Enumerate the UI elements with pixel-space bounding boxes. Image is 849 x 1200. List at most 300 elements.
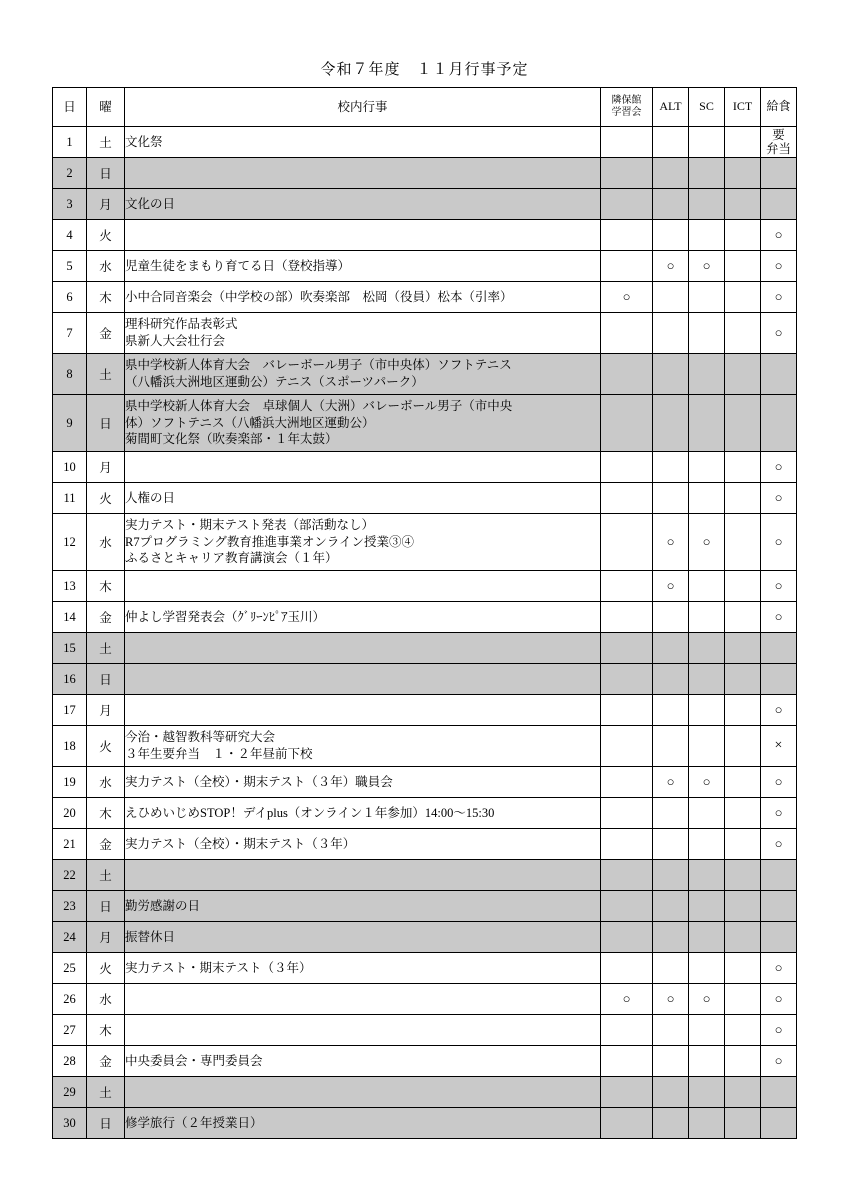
cell-ict bbox=[725, 189, 761, 220]
table-row bbox=[53, 158, 797, 189]
table-row bbox=[53, 891, 797, 922]
table-row bbox=[53, 829, 797, 860]
event-line: 菊間町文化祭（吹奏楽部・１年太鼓） bbox=[125, 432, 338, 447]
cell-dayofweek: 金 bbox=[87, 1046, 125, 1077]
cell-kyushoku bbox=[761, 452, 797, 483]
cell-kyushoku bbox=[761, 127, 797, 158]
cell-kyushoku bbox=[761, 483, 797, 514]
circle-mark-icon: ○ bbox=[774, 609, 783, 624]
circle-mark-icon: ○ bbox=[774, 325, 783, 340]
event-line: 仲よし学習発表会（ｸﾞﾘｰﾝﾋﾟｱ玉川） bbox=[125, 609, 326, 624]
cell-alt bbox=[653, 1046, 689, 1077]
cell-ict bbox=[725, 483, 761, 514]
cell-rinpokan bbox=[601, 726, 653, 767]
cell-dayofweek: 火 bbox=[87, 483, 125, 514]
cell-alt bbox=[653, 922, 689, 953]
cell-ict bbox=[725, 726, 761, 767]
circle-mark-icon: ○ bbox=[666, 991, 675, 1006]
cell-dayofweek: 日 bbox=[87, 664, 125, 695]
cell-ict bbox=[725, 220, 761, 251]
table-row bbox=[53, 922, 797, 953]
cell-rinpokan bbox=[601, 1046, 653, 1077]
cell-kyushoku bbox=[761, 282, 797, 313]
cell-ict bbox=[725, 158, 761, 189]
table-row bbox=[53, 127, 797, 158]
column-header-sc: SC bbox=[689, 88, 725, 127]
cell-day: 18 bbox=[53, 726, 87, 767]
table-row bbox=[53, 726, 797, 767]
circle-mark-icon: ○ bbox=[666, 774, 675, 789]
cell-alt bbox=[653, 313, 689, 354]
cell-rinpokan bbox=[601, 483, 653, 514]
cell-ict bbox=[725, 1046, 761, 1077]
cell-dayofweek: 金 bbox=[87, 313, 125, 354]
cell-day: 2 bbox=[53, 158, 87, 189]
cell-sc bbox=[689, 953, 725, 984]
circle-mark-icon: ○ bbox=[774, 1053, 783, 1068]
cell-event bbox=[125, 1046, 601, 1077]
cell-alt bbox=[653, 767, 689, 798]
event-line: 実力テスト・期末テスト（３年） bbox=[125, 960, 312, 975]
cell-day: 27 bbox=[53, 1015, 87, 1046]
table-row bbox=[53, 633, 797, 664]
cell-rinpokan bbox=[601, 664, 653, 695]
cell-ict bbox=[725, 1077, 761, 1108]
circle-mark-icon: ○ bbox=[702, 991, 711, 1006]
cell-dayofweek: 土 bbox=[87, 1077, 125, 1108]
cell-rinpokan bbox=[601, 922, 653, 953]
cell-rinpokan bbox=[601, 452, 653, 483]
event-line: 児童生徒をまもり育てる日（登校指導） bbox=[125, 258, 351, 273]
cell-day: 14 bbox=[53, 602, 87, 633]
cell-dayofweek: 土 bbox=[87, 127, 125, 158]
cell-day: 6 bbox=[53, 282, 87, 313]
table-row bbox=[53, 695, 797, 726]
cell-day: 10 bbox=[53, 452, 87, 483]
cell-rinpokan bbox=[601, 953, 653, 984]
cell-rinpokan bbox=[601, 158, 653, 189]
cell-ict bbox=[725, 829, 761, 860]
cell-ict bbox=[725, 891, 761, 922]
cell-event bbox=[125, 726, 601, 767]
table-row bbox=[53, 1015, 797, 1046]
cell-ict bbox=[725, 514, 761, 571]
cell-day: 20 bbox=[53, 798, 87, 829]
header-row bbox=[53, 88, 797, 127]
event-line: 今治・越智教科等研究大会 bbox=[125, 730, 276, 745]
cell-dayofweek: 木 bbox=[87, 1015, 125, 1046]
cell-kyushoku bbox=[761, 1077, 797, 1108]
cell-rinpokan bbox=[601, 633, 653, 664]
circle-mark-icon: ○ bbox=[774, 1022, 783, 1037]
circle-mark-icon: ○ bbox=[666, 258, 675, 273]
cell-kyushoku bbox=[761, 860, 797, 891]
cell-alt bbox=[653, 726, 689, 767]
cell-dayofweek: 火 bbox=[87, 220, 125, 251]
table-row bbox=[53, 1077, 797, 1108]
cell-day: 25 bbox=[53, 953, 87, 984]
cell-ict bbox=[725, 127, 761, 158]
cell-dayofweek: 月 bbox=[87, 452, 125, 483]
cell-day: 26 bbox=[53, 984, 87, 1015]
cell-rinpokan bbox=[601, 695, 653, 726]
cell-event bbox=[125, 695, 601, 726]
table-row bbox=[53, 1046, 797, 1077]
cell-rinpokan bbox=[601, 354, 653, 395]
cell-rinpokan bbox=[601, 395, 653, 452]
column-header-alt: ALT bbox=[653, 88, 689, 127]
cell-event bbox=[125, 664, 601, 695]
table-row bbox=[53, 953, 797, 984]
column-header-dayofweek: 曜 bbox=[87, 88, 125, 127]
cell-sc bbox=[689, 251, 725, 282]
cell-rinpokan bbox=[601, 189, 653, 220]
cell-day: 29 bbox=[53, 1077, 87, 1108]
cell-alt bbox=[653, 127, 689, 158]
cell-rinpokan bbox=[601, 282, 653, 313]
circle-mark-icon: ○ bbox=[774, 534, 783, 549]
circle-mark-icon: ○ bbox=[622, 991, 631, 1006]
event-line: 小中合同音楽会（中学校の部）吹奏楽部 松岡（役員）松本（引率） bbox=[125, 289, 513, 304]
table-row bbox=[53, 767, 797, 798]
cell-alt bbox=[653, 483, 689, 514]
cell-rinpokan bbox=[601, 514, 653, 571]
circle-mark-icon: ○ bbox=[774, 227, 783, 242]
cell-kyushoku bbox=[761, 220, 797, 251]
cell-sc bbox=[689, 829, 725, 860]
column-header-event: 校内行事 bbox=[125, 88, 601, 127]
cell-day: 13 bbox=[53, 571, 87, 602]
event-line: R7プログラミング教育推進事業オンライン授業③④ bbox=[125, 534, 414, 549]
cell-event bbox=[125, 767, 601, 798]
column-header-ict: ICT bbox=[725, 88, 761, 127]
cell-kyushoku bbox=[761, 571, 797, 602]
cell-ict bbox=[725, 452, 761, 483]
cell-event bbox=[125, 922, 601, 953]
cell-ict bbox=[725, 251, 761, 282]
cell-rinpokan bbox=[601, 1015, 653, 1046]
event-line: 実力テスト（全校）・期末テスト（３年）職員会 bbox=[125, 774, 393, 789]
cell-ict bbox=[725, 767, 761, 798]
cell-dayofweek: 火 bbox=[87, 726, 125, 767]
cell-alt bbox=[653, 1015, 689, 1046]
cell-rinpokan bbox=[601, 891, 653, 922]
circle-mark-icon: ○ bbox=[774, 991, 783, 1006]
table-row bbox=[53, 514, 797, 571]
table-row bbox=[53, 860, 797, 891]
cell-alt bbox=[653, 571, 689, 602]
column-header-kyushoku: 給食 bbox=[761, 88, 797, 127]
event-line: 文化祭 bbox=[125, 134, 163, 149]
cell-sc bbox=[689, 1015, 725, 1046]
table-row bbox=[53, 189, 797, 220]
cell-event bbox=[125, 354, 601, 395]
cell-ict bbox=[725, 860, 761, 891]
cell-alt bbox=[653, 664, 689, 695]
cell-kyushoku bbox=[761, 602, 797, 633]
cell-event bbox=[125, 798, 601, 829]
bento-note-line1: 要 bbox=[772, 127, 785, 142]
cell-ict bbox=[725, 602, 761, 633]
cell-alt bbox=[653, 220, 689, 251]
circle-mark-icon: ○ bbox=[774, 490, 783, 505]
cell-sc bbox=[689, 664, 725, 695]
table-row bbox=[53, 1108, 797, 1139]
event-line: 文化の日 bbox=[125, 196, 176, 211]
cell-kyushoku bbox=[761, 664, 797, 695]
cell-kyushoku bbox=[761, 189, 797, 220]
cell-day: 3 bbox=[53, 189, 87, 220]
cell-sc bbox=[689, 313, 725, 354]
circle-mark-icon: ○ bbox=[702, 258, 711, 273]
cell-kyushoku bbox=[761, 695, 797, 726]
cell-alt bbox=[653, 354, 689, 395]
event-line: ふるさとキャリア教育講演会（１年） bbox=[125, 551, 338, 566]
cell-rinpokan bbox=[601, 220, 653, 251]
cell-sc bbox=[689, 726, 725, 767]
circle-mark-icon: ○ bbox=[774, 836, 783, 851]
table-row bbox=[53, 354, 797, 395]
cell-sc bbox=[689, 767, 725, 798]
cell-dayofweek: 土 bbox=[87, 354, 125, 395]
cell-day: 24 bbox=[53, 922, 87, 953]
cell-dayofweek: 水 bbox=[87, 514, 125, 571]
cell-kyushoku bbox=[761, 984, 797, 1015]
table-row bbox=[53, 395, 797, 452]
cell-ict bbox=[725, 984, 761, 1015]
table-row bbox=[53, 313, 797, 354]
cell-day: 30 bbox=[53, 1108, 87, 1139]
cell-event bbox=[125, 395, 601, 452]
cell-event bbox=[125, 220, 601, 251]
cell-day: 15 bbox=[53, 633, 87, 664]
cell-rinpokan bbox=[601, 860, 653, 891]
cell-kyushoku bbox=[761, 922, 797, 953]
cell-day: 23 bbox=[53, 891, 87, 922]
cell-ict bbox=[725, 922, 761, 953]
cell-event bbox=[125, 633, 601, 664]
cell-kyushoku bbox=[761, 953, 797, 984]
bento-note-line2: 弁当 bbox=[765, 142, 791, 156]
cell-dayofweek: 水 bbox=[87, 984, 125, 1015]
cell-dayofweek: 日 bbox=[87, 891, 125, 922]
cell-ict bbox=[725, 571, 761, 602]
event-line: えひめいじめSTOP！デイplus（オンライン１年参加）14:00〜15:30 bbox=[125, 805, 495, 820]
cell-alt bbox=[653, 395, 689, 452]
cell-alt bbox=[653, 798, 689, 829]
cell-sc bbox=[689, 922, 725, 953]
cell-event bbox=[125, 891, 601, 922]
cell-event bbox=[125, 602, 601, 633]
event-line: 県中学校新人体育大会 バレーボール男子（市中央体）ソフトテニス bbox=[125, 358, 512, 373]
cell-event bbox=[125, 984, 601, 1015]
cell-dayofweek: 金 bbox=[87, 602, 125, 633]
cell-event bbox=[125, 514, 601, 571]
cell-sc bbox=[689, 860, 725, 891]
cell-alt bbox=[653, 514, 689, 571]
cell-alt bbox=[653, 891, 689, 922]
cell-alt bbox=[653, 158, 689, 189]
rinpokan-line2: 学習会 bbox=[611, 107, 642, 118]
cell-sc bbox=[689, 514, 725, 571]
cell-event bbox=[125, 953, 601, 984]
cell-rinpokan bbox=[601, 798, 653, 829]
cell-alt bbox=[653, 1108, 689, 1139]
cell-alt bbox=[653, 282, 689, 313]
cell-event bbox=[125, 1015, 601, 1046]
event-line: 中央委員会・専門委員会 bbox=[125, 1053, 263, 1068]
cell-dayofweek: 月 bbox=[87, 189, 125, 220]
cell-sc bbox=[689, 158, 725, 189]
cell-sc bbox=[689, 984, 725, 1015]
cell-alt bbox=[653, 829, 689, 860]
cell-kyushoku bbox=[761, 158, 797, 189]
cell-day: 7 bbox=[53, 313, 87, 354]
cell-rinpokan bbox=[601, 251, 653, 282]
cell-event bbox=[125, 483, 601, 514]
table-row bbox=[53, 282, 797, 313]
circle-mark-icon: ○ bbox=[774, 702, 783, 717]
cell-rinpokan bbox=[601, 602, 653, 633]
cell-sc bbox=[689, 633, 725, 664]
cell-event bbox=[125, 189, 601, 220]
cell-kyushoku bbox=[761, 767, 797, 798]
cell-sc bbox=[689, 1108, 725, 1139]
cell-day: 11 bbox=[53, 483, 87, 514]
cell-ict bbox=[725, 633, 761, 664]
cell-day: 9 bbox=[53, 395, 87, 452]
cell-event bbox=[125, 1077, 601, 1108]
cell-dayofweek: 水 bbox=[87, 251, 125, 282]
cell-ict bbox=[725, 354, 761, 395]
cell-sc bbox=[689, 602, 725, 633]
cell-sc bbox=[689, 452, 725, 483]
cell-day: 16 bbox=[53, 664, 87, 695]
cell-rinpokan bbox=[601, 829, 653, 860]
cell-event bbox=[125, 829, 601, 860]
table-row bbox=[53, 251, 797, 282]
cell-alt bbox=[653, 452, 689, 483]
cell-kyushoku bbox=[761, 395, 797, 452]
cell-day: 5 bbox=[53, 251, 87, 282]
cell-sc bbox=[689, 282, 725, 313]
cell-day: 8 bbox=[53, 354, 87, 395]
table-row bbox=[53, 984, 797, 1015]
event-line: 実力テスト（全校）・期末テスト（３年） bbox=[125, 836, 356, 851]
cell-dayofweek: 木 bbox=[87, 282, 125, 313]
cell-day: 1 bbox=[53, 127, 87, 158]
cell-sc bbox=[689, 571, 725, 602]
cell-event bbox=[125, 251, 601, 282]
cell-day: 22 bbox=[53, 860, 87, 891]
cell-dayofweek: 木 bbox=[87, 571, 125, 602]
cell-rinpokan bbox=[601, 1077, 653, 1108]
cell-kyushoku bbox=[761, 891, 797, 922]
cell-day: 19 bbox=[53, 767, 87, 798]
cell-ict bbox=[725, 395, 761, 452]
cross-mark-icon: × bbox=[774, 738, 783, 753]
column-header-day: 日 bbox=[53, 88, 87, 127]
table-row bbox=[53, 220, 797, 251]
cell-sc bbox=[689, 891, 725, 922]
cell-rinpokan bbox=[601, 127, 653, 158]
cell-ict bbox=[725, 664, 761, 695]
cell-alt bbox=[653, 1077, 689, 1108]
column-header-rinpokan bbox=[601, 88, 653, 127]
cell-day: 28 bbox=[53, 1046, 87, 1077]
event-line: 体）ソフトテニス（八幡浜大洲地区運動公） bbox=[125, 415, 375, 430]
cell-kyushoku bbox=[761, 798, 797, 829]
cell-event bbox=[125, 127, 601, 158]
circle-mark-icon: ○ bbox=[774, 289, 783, 304]
cell-kyushoku bbox=[761, 726, 797, 767]
event-line: 実力テスト・期末テスト発表（部活動なし） bbox=[125, 517, 375, 532]
circle-mark-icon: ○ bbox=[702, 774, 711, 789]
event-line: 県新人大会壮行会 bbox=[125, 334, 226, 348]
cell-alt bbox=[653, 633, 689, 664]
cell-sc bbox=[689, 1077, 725, 1108]
cell-event bbox=[125, 860, 601, 891]
circle-mark-icon: ○ bbox=[774, 960, 783, 975]
circle-mark-icon: ○ bbox=[774, 805, 783, 820]
table-row bbox=[53, 452, 797, 483]
cell-day: 21 bbox=[53, 829, 87, 860]
cell-alt bbox=[653, 189, 689, 220]
circle-mark-icon: ○ bbox=[666, 534, 675, 549]
cell-dayofweek: 木 bbox=[87, 798, 125, 829]
cell-ict bbox=[725, 798, 761, 829]
cell-sc bbox=[689, 483, 725, 514]
cell-rinpokan bbox=[601, 571, 653, 602]
table-row bbox=[53, 571, 797, 602]
cell-sc bbox=[689, 798, 725, 829]
circle-mark-icon: ○ bbox=[702, 534, 711, 549]
cell-dayofweek: 火 bbox=[87, 953, 125, 984]
table-row bbox=[53, 602, 797, 633]
cell-ict bbox=[725, 1015, 761, 1046]
cell-sc bbox=[689, 695, 725, 726]
cell-dayofweek: 土 bbox=[87, 860, 125, 891]
circle-mark-icon: ○ bbox=[774, 774, 783, 789]
cell-rinpokan bbox=[601, 767, 653, 798]
table-row bbox=[53, 483, 797, 514]
cell-ict bbox=[725, 695, 761, 726]
cell-kyushoku bbox=[761, 829, 797, 860]
cell-event bbox=[125, 1108, 601, 1139]
cell-ict bbox=[725, 313, 761, 354]
event-line: ３年生要弁当 １・２年昼前下校 bbox=[125, 747, 313, 761]
cell-event bbox=[125, 571, 601, 602]
cell-rinpokan bbox=[601, 1108, 653, 1139]
cell-kyushoku bbox=[761, 514, 797, 571]
circle-mark-icon: ○ bbox=[774, 459, 783, 474]
cell-ict bbox=[725, 1108, 761, 1139]
event-line: 理科研究作品表彰式 bbox=[125, 317, 238, 332]
cell-rinpokan bbox=[601, 313, 653, 354]
cell-alt bbox=[653, 251, 689, 282]
cell-sc bbox=[689, 1046, 725, 1077]
cell-dayofweek: 日 bbox=[87, 395, 125, 452]
cell-day: 12 bbox=[53, 514, 87, 571]
cell-event bbox=[125, 282, 601, 313]
cell-sc bbox=[689, 220, 725, 251]
event-line: 勤労感謝の日 bbox=[125, 898, 201, 913]
cell-kyushoku bbox=[761, 1108, 797, 1139]
event-line: 人権の日 bbox=[125, 490, 176, 505]
event-line: 県中学校新人体育大会 卓球個人（大洲）バレーボール男子（市中央 bbox=[125, 398, 513, 413]
table-header bbox=[53, 88, 797, 127]
rinpokan-line1: 隣保館 bbox=[611, 94, 642, 106]
